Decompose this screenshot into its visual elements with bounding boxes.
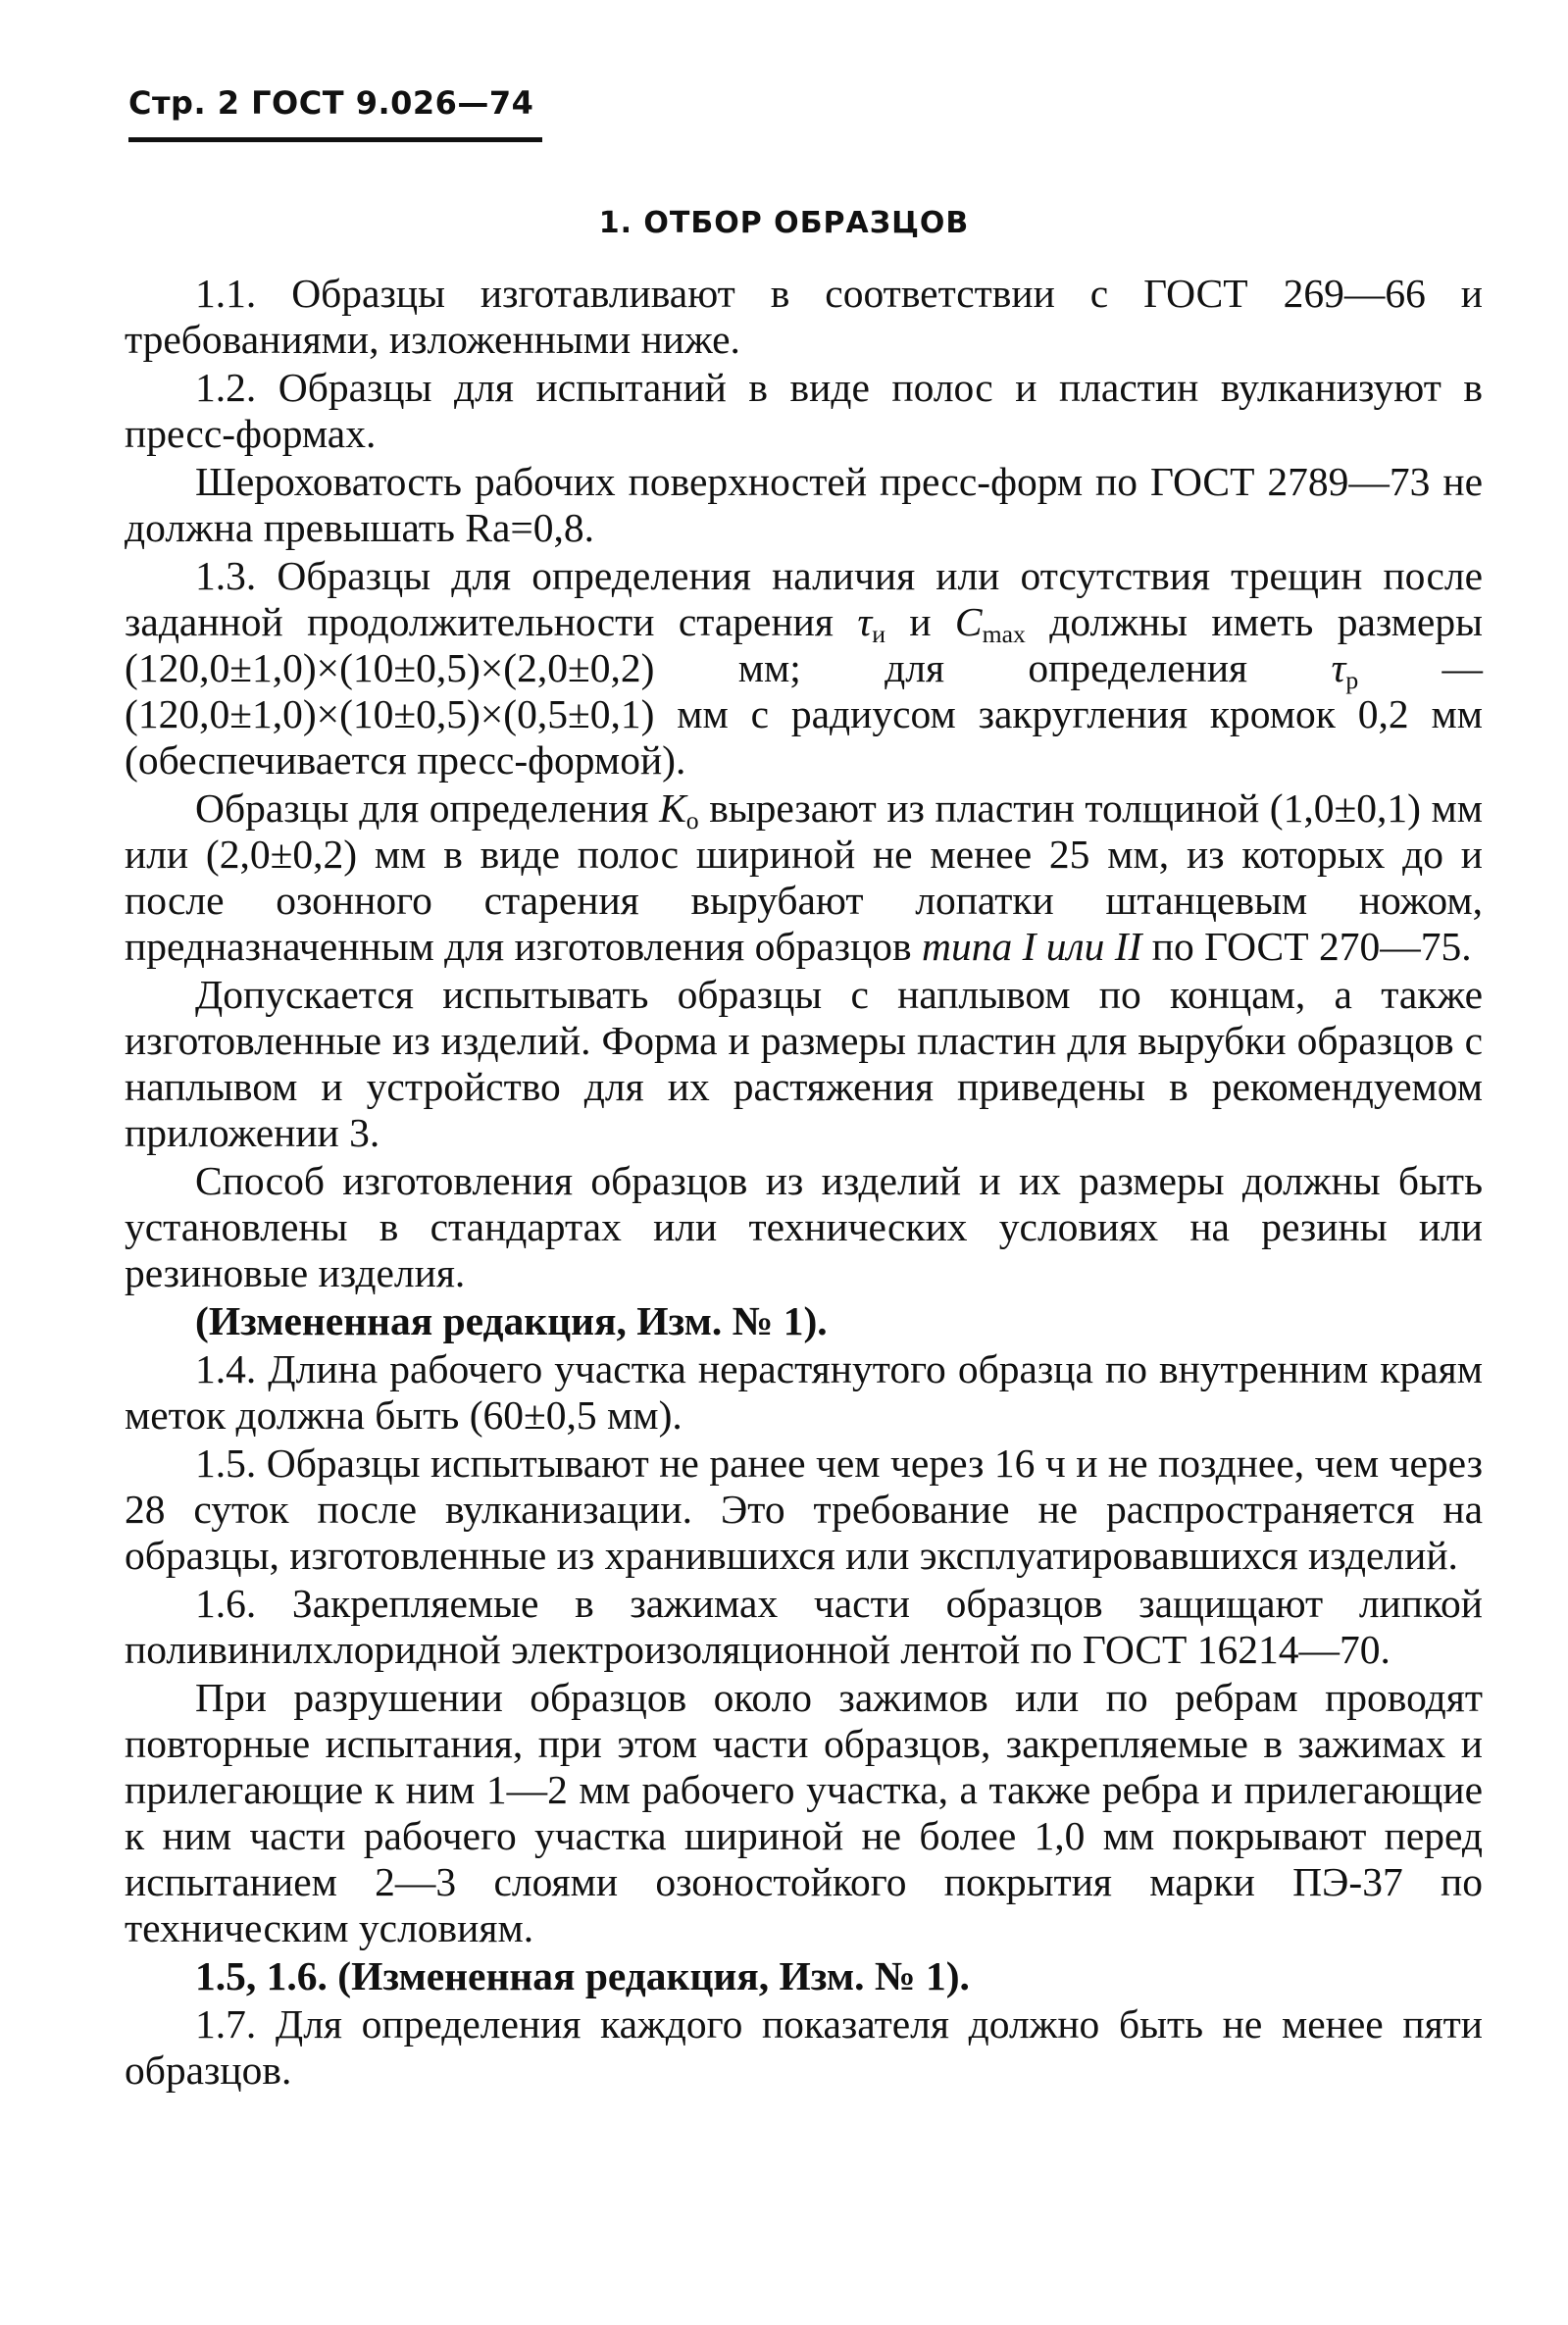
k-symbol: K [659,785,686,831]
paragraph-1-3: 1.3. Образцы для определения наличия или отсутствия трещин после заданной продолжительности старения $\tau_и$ и $C_{max}$ должны иметь размеры (120,0±1,0)×(10±0,5)×(2,0±0,2) мм; для определения $\tau_р$ — (120,0±1,0)×(10±0,5)×(0,5±0,1) мм с радиусом закругления кромок 0,2 мм (обеспечивается пресс-формой). [125,553,1483,783]
tau-symbol: τ [1331,645,1346,690]
paragraph-1-5: 1.5. Образцы испытывают не ранее чем через 16 ч и не позднее, чем через 28 суток после вулканизации. Это требование не распространяется на образцы, изготовленные из хранившихся или эксплуатировавшихся изделий. [125,1440,1483,1578]
c-symbol: C [954,599,983,644]
paragraph-1-3-ko: Образцы для определения $K_о$ вырезают из пластин толщиной (1,0±0,1) мм или (2,0±0,2) мм в виде полос шириной не менее 25 мм, из которых до и после озонного старения вырубают лопатки штанцевым ножом, предназначенным для изготовления образцов типа I или II по ГОСТ 270—75. [125,785,1484,969]
paragraph-1-3-allowed: Допускается испытывать образцы с наплывом по концам, а также изготовленные из изделий. Форма и размеры пластин для вырубки образцов с наплывом и устройство для их растяжения приведены в рекомендуемом приложении 3. [125,972,1483,1155]
paragraph-1-4: 1.4. Длина рабочего участка нерастянутого образца по внутренним краям меток должна быть (60±0,5 мм). [125,1346,1483,1438]
paragraph-1-6: 1.6. Закрепляемые в зажимах части образцов защищают липкой поливинилхлоридной электроизоляционной лентой по ГОСТ 16214—70. [125,1581,1483,1672]
running-head: Стр. 2 ГОСТ 9.026—74 [128,84,534,122]
paragraph-1-3-method: Способ изготовления образцов из изделий и их размеры должны быть установлены в стандартах или технических условиях на резины или резиновые изделия. [125,1158,1483,1295]
paragraph-1-6-retest: При разрушении образцов около зажимов или по ребрам проводят повторные испытания, при этом части образцов, закрепляемые в зажимах и прилегающие к ним 1—2 мм рабочего участка, а также ребра и прилегающие к ним части рабочего участка шириной не более 1,0 мм покрывают перед испытанием 2—3 слоями озоностойкого покрытия марки ПЭ-37 по техническим условиям. [125,1675,1483,1950]
paragraph-1-7: 1.7. Для определения каждого показателя должно быть не менее пяти образцов. [125,2001,1483,2093]
header-rule [128,137,542,142]
paragraph-1-1: 1.1. Образцы изготавливают в соответствии с ГОСТ 269—66 и требованиями, изложенными ниже. [125,271,1483,362]
amendment-note-1-3: (Измененная редакция, Изм. № 1). [195,1298,828,1343]
section-title: 1. ОТБОР ОБРАЗЦОВ [598,206,970,240]
amendment-note-1-5-1-6: 1.5, 1.6. (Измененная редакция, Изм. № 1). [195,1953,970,1998]
paragraph-1-2-roughness: Шероховатость рабочих поверхностей пресс-форм по ГОСТ 2789—73 не должна превышать Ra=0,8. [125,459,1483,550]
document-body [125,271,1483,2096]
paragraph-1-2: 1.2. Образцы для испытаний в виде полос и пластин вулканизуют в пресс-формах. [125,365,1483,456]
tau-symbol: τ [857,599,873,644]
